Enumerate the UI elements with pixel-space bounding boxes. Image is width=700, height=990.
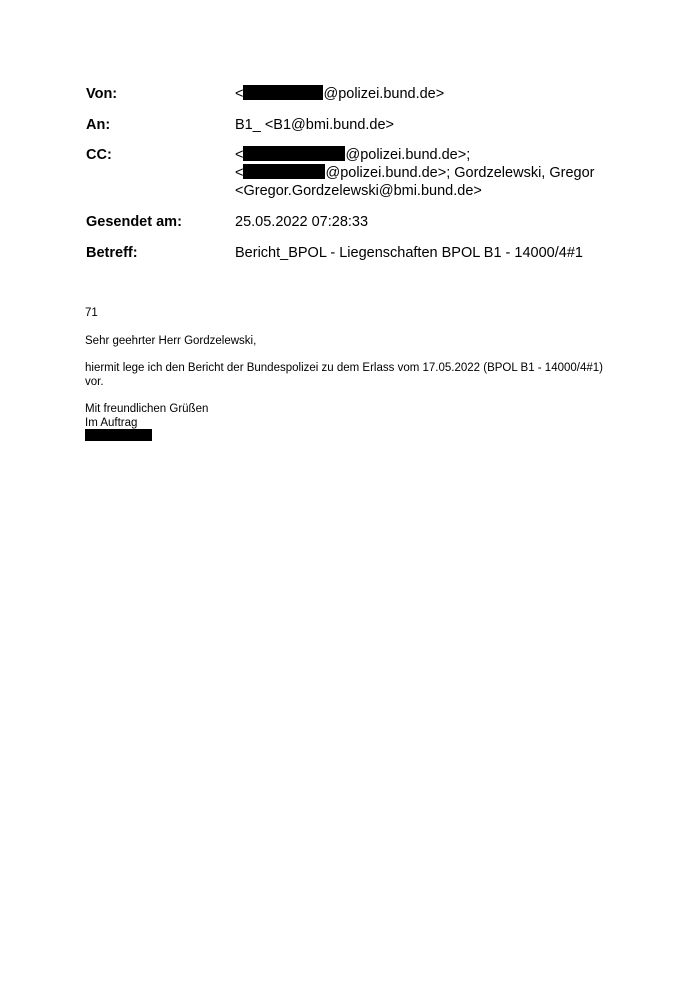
closing: Mit freundlichen Grüßen: [85, 403, 209, 415]
cc-line-3: <Gregor.Gordzelewski@bmi.bund.de>: [235, 183, 482, 199]
cc-line-1-suffix: @polizei.bund.de>;: [345, 147, 471, 163]
sent-label: Gesendet am:: [86, 214, 182, 230]
signature-redaction-block: [85, 429, 152, 441]
redaction-block: [243, 164, 325, 179]
from-value: [235, 84, 444, 104]
body-paragraph-line-1: hiermit lege ich den Bericht der Bundespolizei zu dem Erlass vom 17.05.2022 (BPOL B1 - 14000/4#1): [85, 362, 603, 374]
sent-value: 25.05.2022 07:28:33: [235, 214, 369, 230]
from-suffix: @polizei.bund.de>: [323, 86, 445, 102]
cc-line-1-prefix: <: [235, 147, 244, 163]
body-paragraph-line-2: vor.: [85, 376, 104, 388]
from-label: Von:: [86, 86, 118, 102]
salutation: Sehr geehrter Herr Gordzelewski,: [85, 335, 257, 347]
redaction-block: [243, 146, 345, 161]
to-value: B1_ <B1@bmi.bund.de>: [235, 117, 395, 133]
cc-line-2: [235, 163, 594, 183]
cc-line-2-prefix: <: [235, 165, 244, 181]
cc-line-1: [235, 145, 470, 165]
document-number: 71: [85, 307, 98, 319]
closing-im-auftrag: Im Auftrag: [85, 417, 138, 429]
cc-line-2-suffix: @polizei.bund.de>; Gordzelewski, Gregor: [325, 165, 595, 181]
subject-value: Bericht_BPOL - Liegenschaften BPOL B1 - 14000/4#1: [235, 245, 583, 261]
to-label: An:: [86, 117, 111, 133]
redaction-block: [243, 85, 323, 100]
cc-label: CC:: [86, 147, 112, 163]
from-prefix: <: [235, 86, 244, 102]
subject-label: Betreff:: [86, 245, 138, 261]
